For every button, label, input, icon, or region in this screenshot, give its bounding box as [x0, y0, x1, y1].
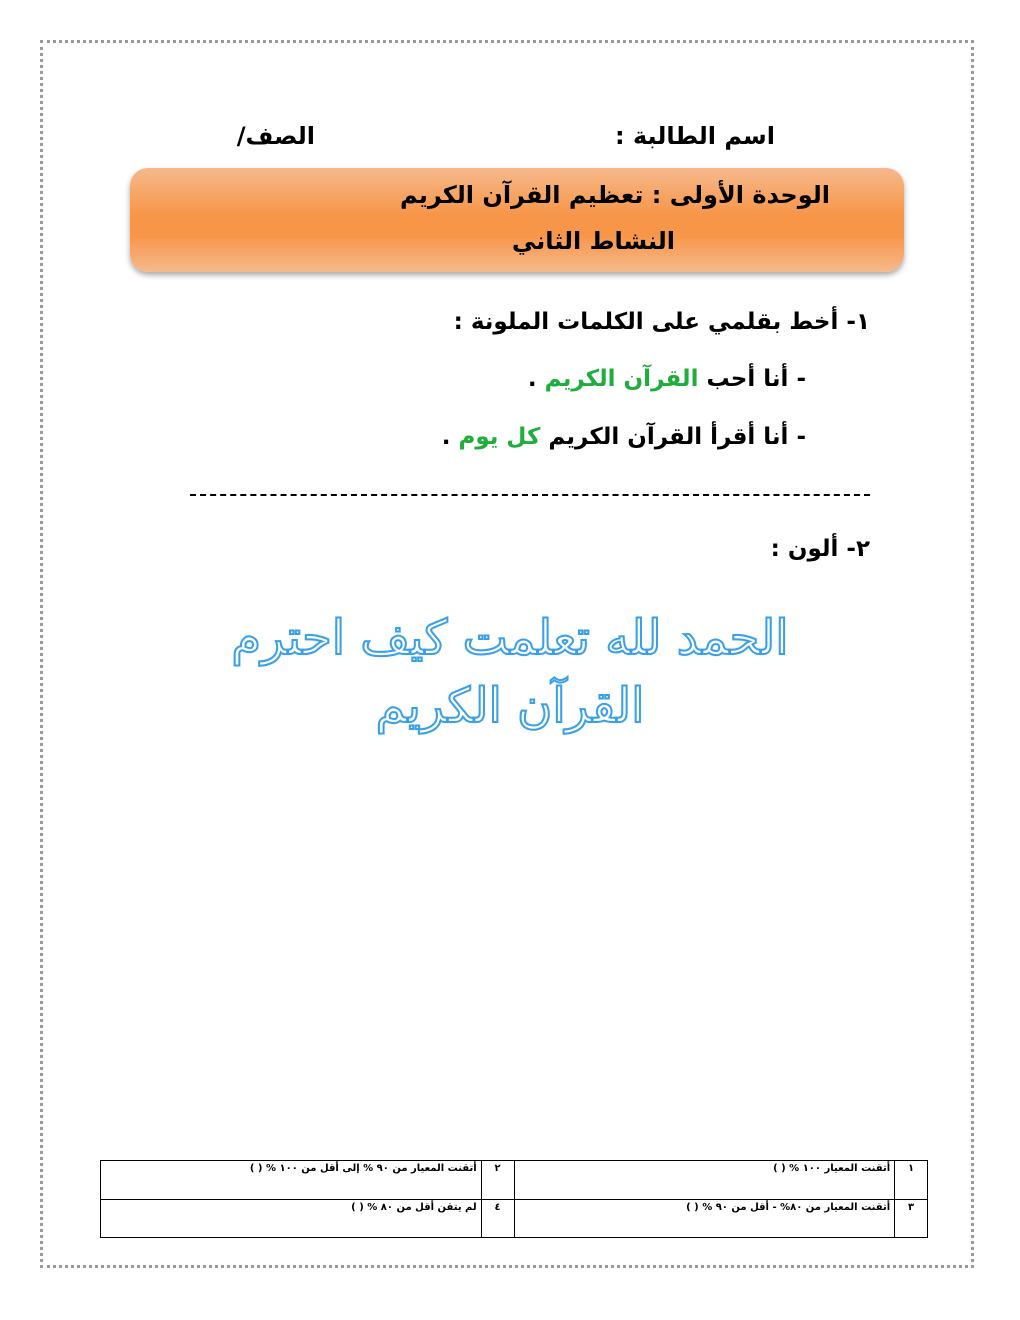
- rubric-criterion: لم يتقن أقل من ٨٠ % ( ): [101, 1199, 482, 1238]
- highlighted-words: القرآن الكريم: [544, 366, 699, 392]
- rubric-criterion: أتقنت المعيار من ٨٠% - أقل من ٩٠ % ( ): [514, 1199, 895, 1238]
- rubric-number: ٣: [895, 1199, 928, 1238]
- rubric-criterion: أتقنت المعيار من ٩٠ % إلى أقل من ١٠٠ % ( ): [101, 1161, 482, 1200]
- line-prefix: - أنا أحب: [698, 366, 806, 392]
- table-row: [101, 1199, 928, 1238]
- line-suffix: .: [441, 424, 459, 450]
- dashed-separator: [190, 494, 870, 496]
- question-1-line: [528, 366, 806, 392]
- assessment-rubric-table: [100, 1160, 928, 1238]
- coloring-outline-text: القرآن الكريم: [375, 678, 645, 734]
- class-label: الصف/: [236, 122, 315, 150]
- question-1-heading: ١- أخط بقلمي على الكلمات الملونة :: [453, 309, 870, 335]
- table-row: [101, 1161, 928, 1200]
- question-2-heading: ٢- ألون :: [770, 536, 870, 562]
- unit-title: الوحدة الأولى : تعظيم القرآن الكريم: [400, 181, 830, 209]
- line-suffix: .: [527, 366, 545, 392]
- rubric-number: ١: [895, 1161, 928, 1200]
- highlighted-words: كل يوم: [458, 424, 541, 450]
- rubric-number: ٤: [481, 1199, 514, 1238]
- coloring-outline-text: الحمد لله تعلمت كيف احترم: [231, 610, 789, 666]
- student-name-label: اسم الطالبة :: [615, 122, 775, 150]
- rubric-criterion: أتقنت المعيار ١٠٠ % ( ): [514, 1161, 895, 1200]
- activity-title: النشاط الثاني: [511, 227, 675, 255]
- question-1-line: [442, 424, 806, 450]
- line-prefix: - أنا أقرأ القرآن الكريم: [540, 424, 806, 450]
- rubric-number: ٢: [481, 1161, 514, 1200]
